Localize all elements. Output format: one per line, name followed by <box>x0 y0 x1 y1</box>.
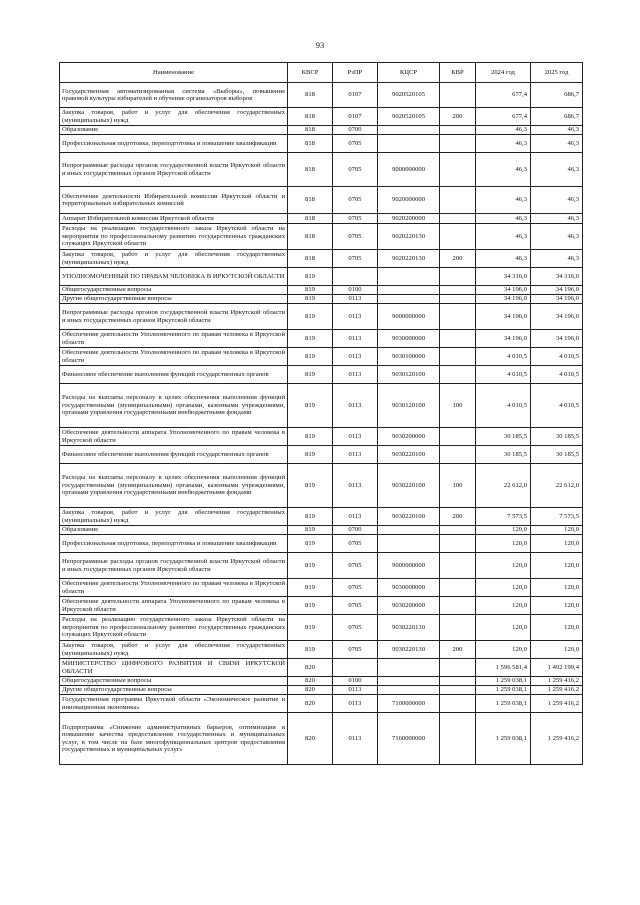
header-2025: 2025 год <box>531 63 583 83</box>
cell-2024: 120,0 <box>476 553 531 579</box>
cell-kvr: 200 <box>440 250 476 268</box>
cell-2024: 46,3 <box>476 224 531 250</box>
cell-kcsr <box>378 126 440 135</box>
cell-kcsr: 9030100000 <box>378 348 440 366</box>
cell-name: УПОЛНОМОЧЕННЫЙ ПО ПРАВАМ ЧЕЛОВЕКА В ИРКУТСКОЙ ОБЛАСТИ <box>60 268 288 286</box>
cell-name: Государственная программа Иркутской области «Экономическое развитие и инновационная экономика» <box>60 695 288 713</box>
cell-kvr <box>440 153 476 187</box>
cell-rzpr: 0700 <box>333 126 378 135</box>
cell-kvsr: 819 <box>288 615 333 641</box>
table-row <box>60 597 583 615</box>
cell-2024: 46,3 <box>476 135 531 153</box>
cell-kvsr: 818 <box>288 250 333 268</box>
cell-kvr: 100 <box>440 464 476 508</box>
table-row <box>60 348 583 366</box>
cell-kvsr: 820 <box>288 686 333 695</box>
cell-kvsr: 819 <box>288 304 333 330</box>
table-row <box>60 428 583 446</box>
header-kvsr: КВСР <box>288 63 333 83</box>
cell-rzpr: 0113 <box>333 348 378 366</box>
cell-name: Образование <box>60 526 288 535</box>
cell-kcsr: 9020520105 <box>378 108 440 126</box>
cell-kvsr: 819 <box>288 446 333 464</box>
cell-kvr <box>440 695 476 713</box>
cell-rzpr: 0113 <box>333 695 378 713</box>
cell-kvr <box>440 526 476 535</box>
table-row <box>60 214 583 224</box>
cell-name: Закупка товаров, работ и услуг для обеспечения государственных (муниципальных) нужд <box>60 108 288 126</box>
cell-2025: 34 196,0 <box>531 330 583 348</box>
cell-2025: 686,7 <box>531 108 583 126</box>
cell-kcsr: 9020520105 <box>378 83 440 108</box>
cell-2024: 34 196,0 <box>476 330 531 348</box>
table-row <box>60 135 583 153</box>
cell-kvsr: 819 <box>288 295 333 304</box>
cell-kvr: 200 <box>440 508 476 526</box>
cell-2024: 34 196,0 <box>476 304 531 330</box>
cell-kvsr: 818 <box>288 214 333 224</box>
cell-2024: 46,3 <box>476 250 531 268</box>
cell-2025: 34 196,0 <box>531 295 583 304</box>
cell-2025: 686,7 <box>531 83 583 108</box>
header-2024: 2024 год <box>476 63 531 83</box>
cell-2025: 46,3 <box>531 126 583 135</box>
cell-2025: 46,3 <box>531 250 583 268</box>
cell-kvr <box>440 83 476 108</box>
table-row <box>60 126 583 135</box>
cell-2024: 30 185,5 <box>476 428 531 446</box>
cell-kcsr <box>378 135 440 153</box>
table-row <box>60 108 583 126</box>
cell-kvr: 200 <box>440 641 476 659</box>
table-row <box>60 641 583 659</box>
cell-kvr <box>440 135 476 153</box>
cell-kvsr: 819 <box>288 348 333 366</box>
cell-rzpr: 0113 <box>333 508 378 526</box>
cell-kcsr: 9030120100 <box>378 366 440 384</box>
cell-name: Обеспечение деятельности Избирательной комиссии Иркутской области и территориальных избирательных комиссий <box>60 187 288 214</box>
cell-2024: 677,4 <box>476 83 531 108</box>
cell-2024: 34 316,0 <box>476 268 531 286</box>
table-row <box>60 579 583 597</box>
cell-2024: 4 010,5 <box>476 384 531 428</box>
cell-kvr <box>440 304 476 330</box>
cell-name: Непрограммные расходы органов государственной власти Иркутской области и иных государственных органов Иркутской области <box>60 553 288 579</box>
cell-kvsr: 820 <box>288 677 333 686</box>
cell-2024: 120,0 <box>476 641 531 659</box>
cell-rzpr: 0705 <box>333 535 378 553</box>
cell-kvsr: 819 <box>288 508 333 526</box>
cell-2025: 1 259 416,2 <box>531 686 583 695</box>
cell-kcsr: 7160000000 <box>378 713 440 765</box>
cell-kcsr: 9030220100 <box>378 464 440 508</box>
cell-2024: 30 185,5 <box>476 446 531 464</box>
cell-rzpr: 0113 <box>333 330 378 348</box>
budget-table <box>59 62 583 765</box>
cell-rzpr: 0113 <box>333 304 378 330</box>
cell-kvr <box>440 446 476 464</box>
cell-kcsr: 9020220130 <box>378 250 440 268</box>
cell-name: Аппарат Избирательной комиссии Иркутской области <box>60 214 288 224</box>
table-row <box>60 187 583 214</box>
cell-kcsr: 9020220130 <box>378 224 440 250</box>
cell-rzpr: 0705 <box>333 153 378 187</box>
cell-2024: 46,3 <box>476 153 531 187</box>
cell-name: Расходы на реализацию государственного заказа Иркутской области на мероприятия по профессиональному развитию государственных гражданских служащих Иркутской области <box>60 615 288 641</box>
cell-kcsr <box>378 268 440 286</box>
cell-2025: 120,0 <box>531 597 583 615</box>
cell-2024: 7 573,5 <box>476 508 531 526</box>
cell-2025: 4 010,5 <box>531 366 583 384</box>
cell-rzpr: 0705 <box>333 553 378 579</box>
cell-rzpr: 0113 <box>333 686 378 695</box>
cell-2024: 1 259 038,1 <box>476 686 531 695</box>
cell-kcsr: 9000000000 <box>378 304 440 330</box>
cell-rzpr: 0705 <box>333 214 378 224</box>
cell-2024: 22 612,0 <box>476 464 531 508</box>
cell-kvsr: 818 <box>288 126 333 135</box>
header-name: Наименование <box>60 63 288 83</box>
cell-kvsr: 818 <box>288 153 333 187</box>
table-row <box>60 677 583 686</box>
header-kvr: КВР <box>440 63 476 83</box>
cell-name: Образование <box>60 126 288 135</box>
cell-kcsr: 9030200000 <box>378 597 440 615</box>
cell-name: Обеспечение деятельности аппарата Уполномоченного по правам человека в Иркутской области <box>60 597 288 615</box>
table-row <box>60 446 583 464</box>
cell-name: Другие общегосударственные вопросы <box>60 686 288 695</box>
cell-rzpr: 0113 <box>333 464 378 508</box>
cell-2025: 34 316,0 <box>531 268 583 286</box>
cell-kvsr: 819 <box>288 464 333 508</box>
cell-kcsr: 9000000000 <box>378 553 440 579</box>
table-row <box>60 384 583 428</box>
cell-2024: 4 010,5 <box>476 366 531 384</box>
cell-kcsr: 9020000000 <box>378 187 440 214</box>
cell-rzpr: 0100 <box>333 677 378 686</box>
cell-kcsr: 9030220100 <box>378 446 440 464</box>
cell-kvsr: 818 <box>288 187 333 214</box>
cell-2024: 34 196,0 <box>476 286 531 295</box>
cell-2025: 46,3 <box>531 187 583 214</box>
table-row <box>60 713 583 765</box>
cell-rzpr: 0113 <box>333 384 378 428</box>
cell-rzpr: 0705 <box>333 597 378 615</box>
table-row <box>60 268 583 286</box>
cell-2024: 46,3 <box>476 214 531 224</box>
cell-kvsr: 820 <box>288 713 333 765</box>
cell-kvr <box>440 659 476 677</box>
cell-2025: 1 259 416,2 <box>531 695 583 713</box>
cell-kvsr: 818 <box>288 135 333 153</box>
cell-rzpr: 0705 <box>333 250 378 268</box>
cell-2025: 120,0 <box>531 579 583 597</box>
cell-2025: 34 196,0 <box>531 304 583 330</box>
cell-kvsr: 820 <box>288 659 333 677</box>
header-rzpr: РзПР <box>333 63 378 83</box>
cell-kvr <box>440 295 476 304</box>
cell-kvr <box>440 713 476 765</box>
cell-rzpr: 0705 <box>333 615 378 641</box>
cell-kcsr: 9030220130 <box>378 615 440 641</box>
cell-2024: 120,0 <box>476 535 531 553</box>
cell-name: Финансовое обеспечение выполнения функций государственных органов <box>60 366 288 384</box>
table-row <box>60 464 583 508</box>
cell-name: Общегосударственные вопросы <box>60 286 288 295</box>
cell-kvr <box>440 286 476 295</box>
cell-kvr <box>440 268 476 286</box>
cell-name: Общегосударственные вопросы <box>60 677 288 686</box>
cell-2024: 34 196,0 <box>476 295 531 304</box>
cell-name: Профессиональная подготовка, переподготовка и повышение квалификации <box>60 535 288 553</box>
cell-rzpr: 0113 <box>333 295 378 304</box>
cell-name: Другие общегосударственные вопросы <box>60 295 288 304</box>
cell-2025: 30 185,5 <box>531 428 583 446</box>
cell-kcsr: 9030220100 <box>378 508 440 526</box>
cell-2025: 4 010,5 <box>531 348 583 366</box>
cell-2024: 4 010,5 <box>476 348 531 366</box>
cell-2025: 46,3 <box>531 135 583 153</box>
cell-2024: 120,0 <box>476 615 531 641</box>
cell-rzpr: 0107 <box>333 108 378 126</box>
cell-kvsr: 819 <box>288 428 333 446</box>
cell-name: Профессиональная подготовка, переподготовка и повышение квалификации <box>60 135 288 153</box>
cell-kvr: 100 <box>440 384 476 428</box>
cell-name: Закупка товаров, работ и услуг для обеспечения государственных (муниципальных) нужд <box>60 508 288 526</box>
cell-name: Обеспечение деятельности Уполномоченного по правам человека в Иркутской области <box>60 330 288 348</box>
cell-name: Расходы на выплаты персоналу в целях обеспечения выполнения функций государственными (муниципальными) органами, казенными учреждениями, органами управления государственными внебюджетными фондами <box>60 384 288 428</box>
page-number: 93 <box>315 40 325 50</box>
cell-name: МИНИСТЕРСТВО ЦИФРОВОГО РАЗВИТИЯ И СВЯЗИ ИРКУТСКОЙ ОБЛАСТИ <box>60 659 288 677</box>
cell-kvsr: 819 <box>288 579 333 597</box>
table-row <box>60 535 583 553</box>
cell-2025: 120,0 <box>531 526 583 535</box>
cell-kvr <box>440 535 476 553</box>
cell-rzpr <box>333 659 378 677</box>
cell-kcsr: 9030220130 <box>378 641 440 659</box>
table-row <box>60 508 583 526</box>
cell-kvr <box>440 686 476 695</box>
table-row <box>60 659 583 677</box>
cell-2025: 46,3 <box>531 214 583 224</box>
cell-kcsr: 9030000000 <box>378 579 440 597</box>
table-row <box>60 153 583 187</box>
cell-rzpr: 0113 <box>333 428 378 446</box>
cell-2024: 1 259 038,1 <box>476 677 531 686</box>
cell-name: Расходы на выплаты персоналу в целях обеспечения выполнения функций государственными (муниципальными) органами, казенными учреждениями, органами управления государственными внебюджетными фондами <box>60 464 288 508</box>
cell-2025: 46,3 <box>531 224 583 250</box>
cell-name: Обеспечение деятельности аппарата Уполномоченного по правам человека в Иркутской области <box>60 428 288 446</box>
cell-kvr <box>440 597 476 615</box>
cell-kvr <box>440 348 476 366</box>
cell-kvr <box>440 366 476 384</box>
cell-kvsr: 819 <box>288 597 333 615</box>
table-row <box>60 250 583 268</box>
cell-2025: 1 259 416,2 <box>531 713 583 765</box>
cell-2024: 120,0 <box>476 579 531 597</box>
table-row <box>60 366 583 384</box>
cell-2025: 7 573,5 <box>531 508 583 526</box>
cell-name: Непрограммные расходы органов государственной власти Иркутской области и иных государственных органов Иркутской области <box>60 153 288 187</box>
cell-2024: 120,0 <box>476 526 531 535</box>
table-row <box>60 330 583 348</box>
cell-rzpr: 0100 <box>333 286 378 295</box>
cell-2024: 1 596 581,4 <box>476 659 531 677</box>
cell-2025: 120,0 <box>531 641 583 659</box>
cell-kcsr <box>378 659 440 677</box>
cell-kvr <box>440 126 476 135</box>
table-row <box>60 83 583 108</box>
cell-2024: 677,4 <box>476 108 531 126</box>
cell-2025: 22 612,0 <box>531 464 583 508</box>
cell-kcsr: 9030200000 <box>378 428 440 446</box>
cell-kvsr: 819 <box>288 641 333 659</box>
table-row <box>60 695 583 713</box>
cell-kvsr: 818 <box>288 83 333 108</box>
cell-kvsr: 820 <box>288 695 333 713</box>
cell-kcsr <box>378 295 440 304</box>
table-row <box>60 224 583 250</box>
cell-kvsr: 819 <box>288 366 333 384</box>
cell-2025: 120,0 <box>531 535 583 553</box>
cell-2025: 46,3 <box>531 153 583 187</box>
cell-2024: 46,3 <box>476 126 531 135</box>
cell-kcsr: 7100000000 <box>378 695 440 713</box>
cell-name: Финансовое обеспечение выполнения функций государственных органов <box>60 446 288 464</box>
cell-rzpr: 0705 <box>333 641 378 659</box>
cell-rzpr: 0107 <box>333 83 378 108</box>
cell-2025: 1 259 416,2 <box>531 677 583 686</box>
cell-kcsr: 9000000000 <box>378 153 440 187</box>
cell-kvr: 200 <box>440 108 476 126</box>
cell-name: Закупка товаров, работ и услуг для обеспечения государственных (муниципальных) нужд <box>60 641 288 659</box>
cell-2024: 1 259 038,1 <box>476 695 531 713</box>
cell-rzpr: 0700 <box>333 526 378 535</box>
table-row <box>60 295 583 304</box>
cell-kcsr <box>378 686 440 695</box>
cell-rzpr: 0705 <box>333 224 378 250</box>
header-kcsr: КЦСР <box>378 63 440 83</box>
cell-kvsr: 819 <box>288 330 333 348</box>
cell-name: Подпрограмма «Снижение административных барьеров, оптимизация и повышение качества предоставления государственных и муниципальных услуг, в том числе на базе многофункциональных центров предоставления государственных и муниципальных услуг» <box>60 713 288 765</box>
cell-kcsr <box>378 286 440 295</box>
cell-2025: 1 492 199,4 <box>531 659 583 677</box>
table-row <box>60 686 583 695</box>
cell-kvr <box>440 224 476 250</box>
cell-name: Обеспечение деятельности Уполномоченного по правам человека в Иркутской области <box>60 579 288 597</box>
cell-2025: 120,0 <box>531 615 583 641</box>
cell-rzpr: 0705 <box>333 187 378 214</box>
cell-kcsr: 9030120100 <box>378 384 440 428</box>
cell-kvsr: 819 <box>288 286 333 295</box>
table-row <box>60 286 583 295</box>
table-row <box>60 304 583 330</box>
cell-kvr <box>440 330 476 348</box>
cell-kvsr: 819 <box>288 268 333 286</box>
cell-kvr <box>440 615 476 641</box>
cell-rzpr: 0113 <box>333 366 378 384</box>
cell-kcsr <box>378 526 440 535</box>
cell-2024: 46,3 <box>476 187 531 214</box>
table-header-row <box>60 63 583 83</box>
cell-kvr <box>440 187 476 214</box>
table-row <box>60 526 583 535</box>
cell-kcsr: 9030000000 <box>378 330 440 348</box>
cell-2024: 120,0 <box>476 597 531 615</box>
cell-name: Расходы на реализацию государственного заказа Иркутской области на мероприятия по профессиональному развитию государственных гражданских служащих Иркутской области <box>60 224 288 250</box>
cell-name: Обеспечение деятельности Уполномоченного по правам человека в Иркутской области <box>60 348 288 366</box>
cell-kvr <box>440 579 476 597</box>
cell-rzpr: 0113 <box>333 713 378 765</box>
cell-kvsr: 818 <box>288 224 333 250</box>
cell-kvr <box>440 677 476 686</box>
cell-kvsr: 819 <box>288 535 333 553</box>
cell-kvr <box>440 214 476 224</box>
cell-2025: 30 185,5 <box>531 446 583 464</box>
cell-2025: 4 010,5 <box>531 384 583 428</box>
cell-rzpr: 0113 <box>333 446 378 464</box>
cell-kvsr: 819 <box>288 553 333 579</box>
table-row <box>60 553 583 579</box>
table-row <box>60 615 583 641</box>
cell-2025: 34 196,0 <box>531 286 583 295</box>
cell-name: Закупка товаров, работ и услуг для обеспечения государственных (муниципальных) нужд <box>60 250 288 268</box>
cell-2025: 120,0 <box>531 553 583 579</box>
cell-kcsr <box>378 535 440 553</box>
cell-rzpr: 0705 <box>333 135 378 153</box>
cell-kvsr: 818 <box>288 108 333 126</box>
cell-kvr <box>440 428 476 446</box>
cell-kvsr: 819 <box>288 384 333 428</box>
cell-rzpr <box>333 268 378 286</box>
cell-name: Государственная автоматизированная система «Выборы», повышение правовой культуры избирателей и обучение организаторов выборов <box>60 83 288 108</box>
cell-kvsr: 819 <box>288 526 333 535</box>
cell-name: Непрограммные расходы органов государственной власти Иркутской области и иных государственных органов Иркутской области <box>60 304 288 330</box>
cell-2024: 1 259 038,1 <box>476 713 531 765</box>
cell-rzpr: 0705 <box>333 579 378 597</box>
cell-kcsr <box>378 677 440 686</box>
cell-kcsr: 9020200000 <box>378 214 440 224</box>
cell-kvr <box>440 553 476 579</box>
